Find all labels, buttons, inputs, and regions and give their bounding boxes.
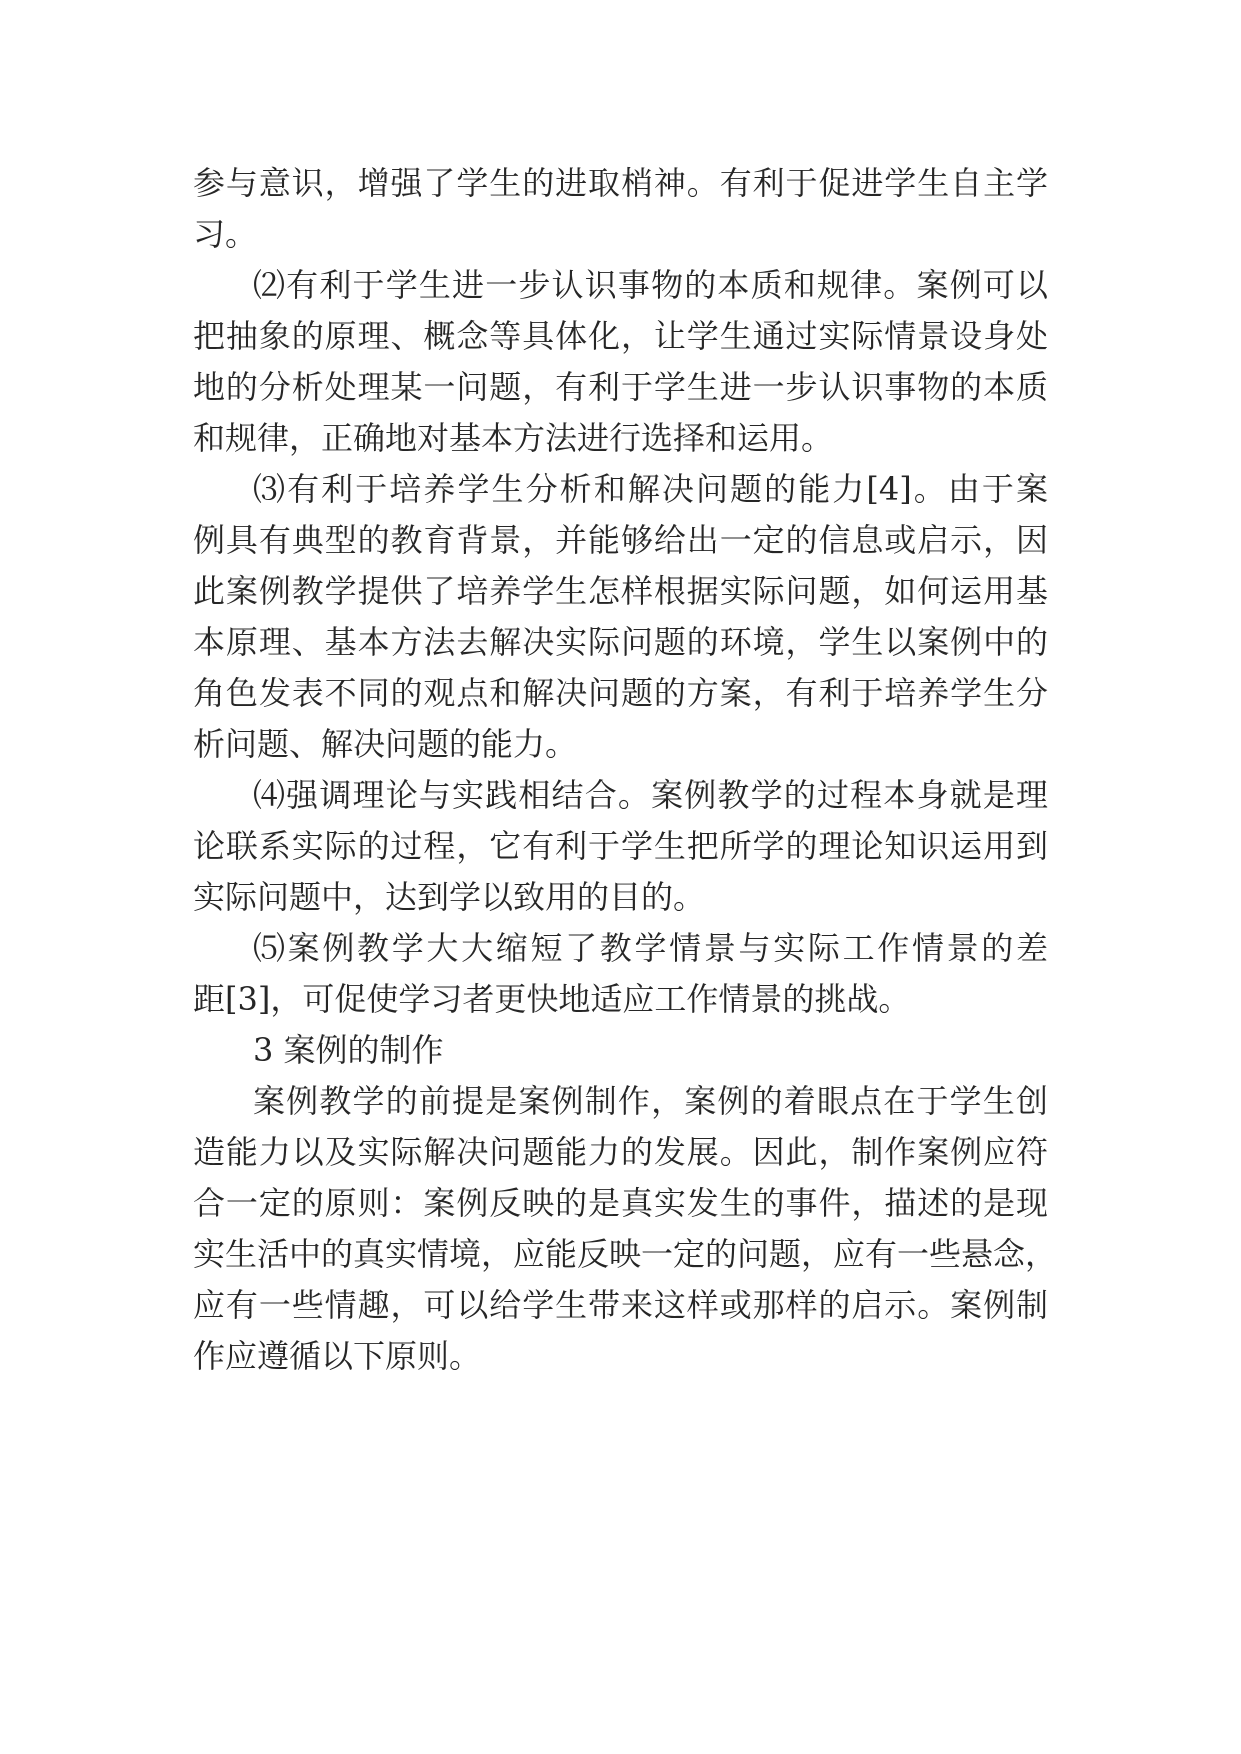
paragraph-line: 应有一些情趣，可以给学生带来这样或那样的启示。案例制 bbox=[193, 1286, 1048, 1324]
section-heading: 3 案例的制作 bbox=[253, 1031, 444, 1069]
paragraph-line: 论联系实际的过程，它有利于学生把所学的理论知识运用到 bbox=[193, 827, 1048, 865]
paragraph-line: 本原理、基本方法去解决实际问题的环境，学生以案例中的 bbox=[193, 623, 1048, 661]
paragraph-line: ⑶有利于培养学生分析和解决问题的能力[4]。由于案 bbox=[253, 470, 1048, 508]
paragraph-line: ⑸案例教学大大缩短了教学情景与实际工作情景的差 bbox=[253, 929, 1048, 967]
paragraph-line: 把抽象的原理、概念等具体化，让学生通过实际情景设身处 bbox=[193, 317, 1048, 355]
paragraph-line: 习。 bbox=[193, 215, 258, 253]
paragraph-line: 作应遵循以下原则。 bbox=[193, 1337, 482, 1375]
paragraph-line: 角色发表不同的观点和解决问题的方案，有利于培养学生分 bbox=[193, 674, 1048, 712]
paragraph-line: ⑵有利于学生进一步认识事物的本质和规律。案例可以 bbox=[253, 266, 1048, 304]
paragraph-line: 造能力以及实际解决问题能力的发展。因此，制作案例应符 bbox=[193, 1133, 1048, 1171]
paragraph-line: 距[3]，可促使学习者更快地适应工作情景的挑战。 bbox=[193, 980, 911, 1018]
paragraph-line: 实生活中的真实情境，应能反映一定的问题，应有一些悬念， bbox=[193, 1235, 1058, 1273]
paragraph-line: ⑷强调理论与实践相结合。案例教学的过程本身就是理 bbox=[253, 776, 1048, 814]
paragraph-line: 析问题、解决问题的能力。 bbox=[193, 725, 578, 763]
paragraph-line: 实际问题中，达到学以致用的目的。 bbox=[193, 878, 706, 916]
paragraph-line: 案例教学的前提是案例制作，案例的着眼点在于学生创 bbox=[253, 1082, 1048, 1120]
paragraph-line: 地的分析处理某一问题，有利于学生进一步认识事物的本质 bbox=[193, 368, 1048, 406]
paragraph-line: 参与意识，增强了学生的进取梢神。有利于促进学生自主学 bbox=[193, 164, 1048, 202]
paragraph-line: 合一定的原则：案例反映的是真实发生的事件，描述的是现 bbox=[193, 1184, 1048, 1222]
paragraph-line: 此案例教学提供了培养学生怎样根据实际问题，如何运用基 bbox=[193, 572, 1048, 610]
paragraph-line: 和规律，正确地对基本方法进行选择和运用。 bbox=[193, 419, 834, 457]
paragraph-line: 例具有典型的教育背景，并能够给出一定的信息或启示，因 bbox=[193, 521, 1048, 559]
